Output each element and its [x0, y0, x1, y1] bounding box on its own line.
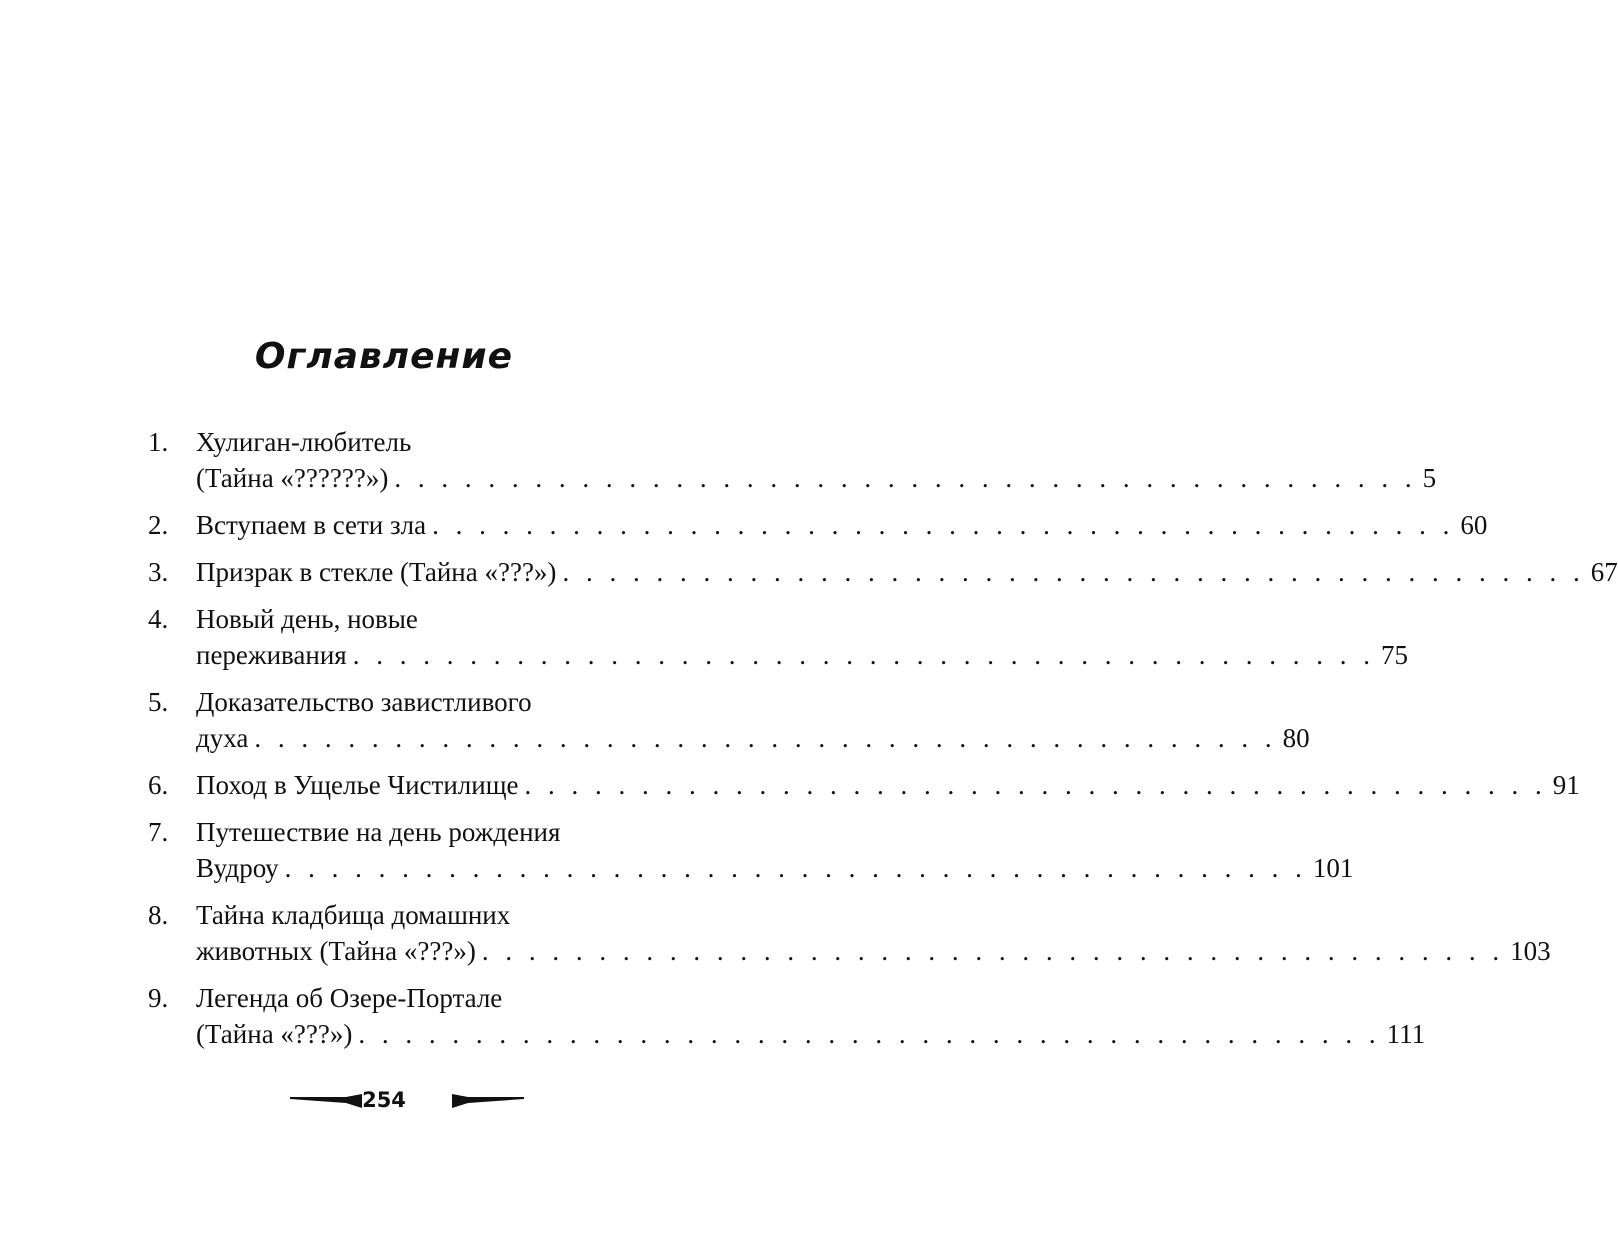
toc-entry-title: (Тайна «??????»)	[196, 463, 389, 493]
toc-leader-dots: . . . . . . . . . . . . . . . . . . . . . . . . . . . . . . . . . . . . . . . . . . . .	[284, 853, 1307, 883]
page-number: 254	[362, 1088, 406, 1112]
toc-entry	[148, 980, 1426, 1052]
toc-entry-page: 60	[1460, 510, 1488, 540]
toc-leader-dots: . . . . . . . . . . . . . . . . . . . . . . . . . . . . . . . . . . . . . . . . . . . .	[562, 557, 1585, 587]
toc-entry-number: 3.	[148, 557, 169, 587]
toc-entry-page: 101	[1312, 853, 1354, 883]
toc-entry-title-line: Путешествие на день рождения	[196, 817, 561, 847]
toc-entry-page: 111	[1386, 1019, 1426, 1049]
toc-entry-page: 5	[1422, 463, 1437, 493]
toc-leader-dots: . . . . . . . . . . . . . . . . . . . . . . . . . . . . . . . . . . . . . . . . . . . .	[358, 1019, 1381, 1049]
toc-entry-title-line: Доказательство завистливого	[196, 687, 532, 717]
toc-entry-title-line: Новый день, новые	[196, 604, 418, 634]
toc-entry-number: 4.	[148, 604, 169, 634]
page-title: Оглавление	[254, 336, 514, 378]
toc-leader-dots: . . . . . . . . . . . . . . . . . . . . . . . . . . . . . . . . . . . . . . . . . . . .	[432, 510, 1455, 540]
toc-entry	[148, 424, 1437, 496]
toc-entry-number: 2.	[148, 510, 169, 540]
toc-entry-number: 6.	[148, 770, 169, 800]
toc-leader-dots: . . . . . . . . . . . . . . . . . . . . . . . . . . . . . . . . . . . . . . . . . . . .	[524, 770, 1547, 800]
toc-leader-dots: . . . . . . . . . . . . . . . . . . . . . . . . . . . . . . . . . . . . . . . . . . . .	[352, 640, 1375, 670]
toc-entry	[148, 507, 1488, 543]
toc-entry-number: 5.	[148, 687, 169, 717]
right-ornament-icon	[452, 1094, 524, 1108]
toc-entry-number: 9.	[148, 983, 169, 1013]
toc-entry-title: Призрак в стекле (Тайна «???»)	[196, 557, 557, 587]
toc-entry	[148, 554, 1618, 590]
toc-entry-title: Вступаем в сети зла	[196, 510, 427, 540]
table-of-contents	[148, 424, 1618, 1063]
toc-entry-title-line: Хулиган-любитель	[196, 427, 412, 457]
toc-entry-page: 103	[1510, 936, 1551, 966]
toc-entry	[148, 601, 1408, 673]
toc-entry-title: переживания	[196, 640, 347, 670]
toc-entry-title: Поход в Ущелье Чистилище	[196, 770, 519, 800]
toc-entry	[148, 897, 1551, 969]
toc-leader-dots: . . . . . . . . . . . . . . . . . . . . . . . . . . . . . . . . . . . . . . . . . . . .	[394, 463, 1417, 493]
toc-entry-title: Вудроу	[196, 853, 279, 883]
toc-entry-title-line: Тайна кладбища домашних	[196, 900, 511, 930]
toc-entry-number: 1.	[148, 427, 169, 457]
toc-entry	[148, 684, 1310, 756]
toc-entry-page: 75	[1380, 640, 1408, 670]
toc-entry-title: животных (Тайна «???»)	[196, 936, 476, 966]
toc-entry-title-line: Легенда об Озере-Портале	[196, 983, 503, 1013]
toc-entry-title: (Тайна «???»)	[196, 1019, 353, 1049]
toc-entry	[148, 814, 1354, 886]
page-footer	[0, 1086, 768, 1118]
toc-entry-number: 8.	[148, 900, 169, 930]
toc-entry-page: 80	[1282, 723, 1310, 753]
toc-entry-title: духа	[196, 723, 249, 753]
toc-entry-page: 67	[1590, 557, 1618, 587]
toc-entry	[148, 767, 1580, 803]
toc-entry-page: 91	[1552, 770, 1580, 800]
toc-leader-dots: . . . . . . . . . . . . . . . . . . . . . . . . . . . . . . . . . . . . . . . . . . . .	[254, 723, 1277, 753]
toc-entry-number: 7.	[148, 817, 169, 847]
toc-leader-dots: . . . . . . . . . . . . . . . . . . . . . . . . . . . . . . . . . . . . . . . . . . . .	[481, 936, 1505, 966]
